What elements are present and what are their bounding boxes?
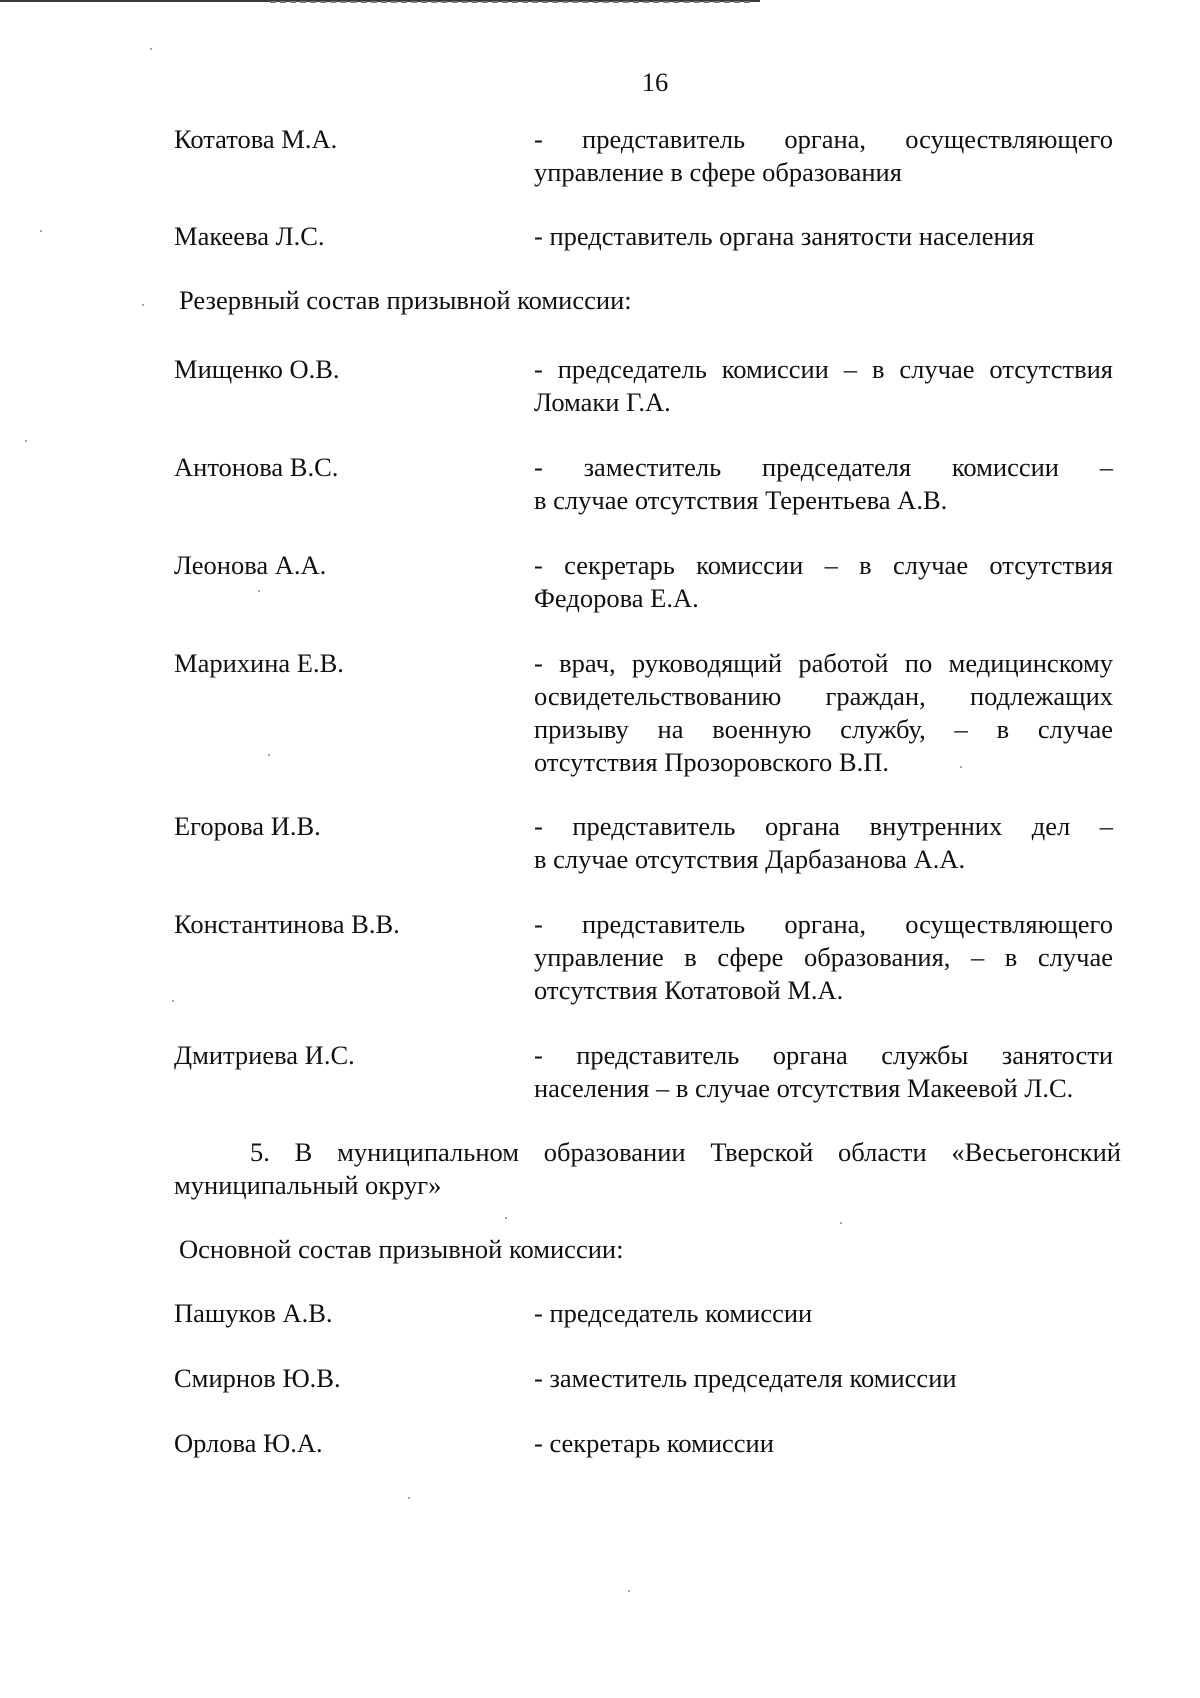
scan-speck (150, 48, 152, 50)
member-role (534, 908, 1113, 1007)
member-name: Константинова В.В. (174, 909, 400, 939)
paragraph-line: 5. В муниципальном образовании Тверской области «Весьегонский (250, 1137, 1121, 1167)
member-role (534, 1427, 1113, 1460)
role-line: - председатель комиссии (534, 1298, 813, 1328)
role-line: - председатель комиссии – в случае отсутствия (534, 354, 1113, 384)
role-line: - представитель органа, осуществляющего (534, 909, 1113, 939)
member-role (534, 220, 1113, 253)
scan-speck (960, 766, 962, 768)
role-line: в случае отсутствия Дарбазанова А.А. (534, 844, 966, 874)
member-role (534, 451, 1113, 517)
section-5-paragraph (174, 1136, 1121, 1202)
member-role (534, 1362, 1113, 1395)
role-line: управление в сфере образования, – в случае (534, 942, 1113, 972)
role-line: отсутствия Прозоровского В.П. (534, 747, 889, 777)
member-role (534, 647, 1113, 779)
main-heading: Основной состав призывной комиссии: (179, 1234, 624, 1264)
member-role (534, 123, 1113, 189)
role-line: Ломаки Г.А. (534, 387, 671, 417)
scan-speck (628, 1590, 630, 1592)
member-role (534, 810, 1113, 876)
role-line: - секретарь комиссии (534, 1428, 774, 1458)
role-line: - представитель органа занятости населения (534, 221, 1035, 251)
scan-speck (40, 230, 42, 232)
scan-speck (142, 304, 144, 306)
member-name: Пашуков А.В. (174, 1298, 333, 1328)
member-role (534, 353, 1113, 419)
scan-speck (172, 1000, 174, 1002)
role-line: отсутствия Котатовой М.А. (534, 975, 844, 1005)
reserve-heading: Резервный состав призывной комиссии: (179, 285, 632, 315)
role-line: Федорова Е.А. (534, 583, 699, 613)
role-line: управление в сфере образования (534, 157, 902, 187)
member-role (534, 549, 1113, 615)
member-name: Орлова Ю.А. (174, 1428, 323, 1458)
role-line: - представитель органа внутренних дел – (534, 811, 1113, 841)
paragraph-line: муниципальный округ» (174, 1170, 442, 1200)
scan-top-edge-dashed (270, 1, 750, 3)
member-name: Макеева Л.С. (174, 221, 325, 251)
role-line: - врач, руководящий работой по медицинскому (534, 648, 1113, 678)
member-role (534, 1297, 1113, 1330)
scan-speck (268, 754, 270, 756)
role-line: - представитель органа службы занятости (534, 1040, 1113, 1070)
scan-speck (25, 440, 27, 442)
member-name: Котатова М.А. (174, 124, 338, 154)
member-name: Антонова В.С. (174, 452, 339, 482)
member-name: Смирнов Ю.В. (174, 1363, 341, 1393)
role-line: - секретарь комиссии – в случае отсутствия (534, 550, 1113, 580)
member-name: Мищенко О.В. (174, 354, 340, 384)
scan-speck (505, 1217, 507, 1219)
role-line: призыву на военную службу, – в случае (534, 714, 1113, 744)
page-number: 16 (641, 67, 669, 97)
scan-speck (840, 1222, 842, 1224)
role-line: в случае отсутствия Терентьева А.В. (534, 485, 948, 515)
member-role (534, 1039, 1113, 1105)
member-name: Дмитриева И.С. (174, 1040, 355, 1070)
role-line: населения – в случае отсутствия Макеевой Л.С. (534, 1073, 1074, 1103)
scan-speck (408, 1497, 410, 1499)
role-line: - представитель органа, осуществляющего (534, 124, 1113, 154)
member-name: Марихина Е.В. (174, 648, 344, 678)
scan-speck (258, 590, 260, 592)
role-line: - заместитель председателя комиссии – (534, 452, 1113, 482)
member-name: Егорова И.В. (174, 811, 321, 841)
member-name: Леонова А.А. (174, 550, 327, 580)
role-line: - заместитель председателя комиссии (534, 1363, 957, 1393)
role-line: освидетельствованию граждан, подлежащих (534, 681, 1113, 711)
